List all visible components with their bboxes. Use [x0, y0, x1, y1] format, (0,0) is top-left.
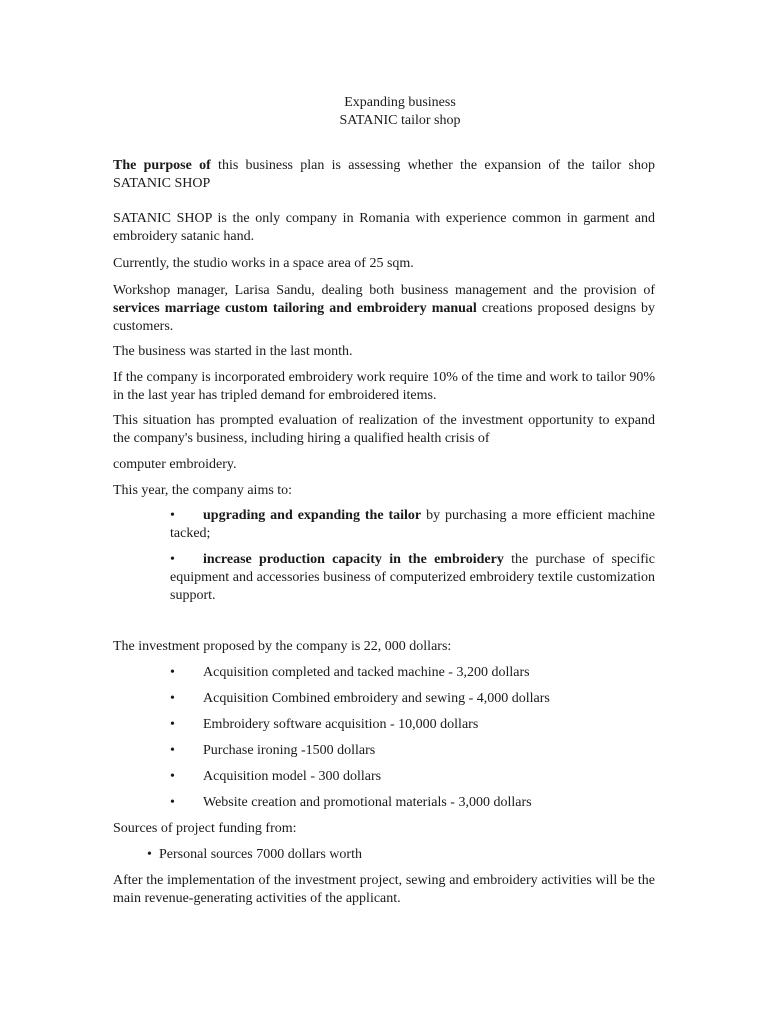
- aim-item-rest: the purchase of specific equipment and accessories business of computerized embroidery textile customization support.: [170, 552, 655, 603]
- purpose-text: this business plan is assessing whether the expansion of the tailor shop SATANIC SHOP: [113, 158, 655, 191]
- paragraph-investment-opportunity: This situation has prompted evaluation of realization of the investment opportunity to expand the company's business, including hiring a qualified health crisis of: [113, 413, 655, 446]
- document-title-line2: SATANIC tailor shop: [339, 113, 461, 128]
- paragraph-computer-embroidery: computer embroidery.: [113, 457, 237, 472]
- bullet-icon: •: [170, 769, 175, 784]
- investment-item-text: Purchase ironing -1500 dollars: [203, 743, 376, 758]
- bullet-icon: •: [170, 508, 175, 523]
- aim-item-text: [170, 507, 655, 543]
- paragraph-company-intro: SATANIC SHOP is the only company in Romania with experience common in garment and embroidery satanic hand.: [113, 211, 655, 244]
- paragraph-embroidery-demand: If the company is incorporated embroidery work require 10% of the time and work to tailor 90% in the last year has tripled demand for embroidered items.: [113, 370, 655, 403]
- manager-text-bold: services marriage custom tailoring and embroidery manual: [113, 301, 477, 316]
- funding-item-text: Personal sources 7000 dollars worth: [159, 847, 362, 862]
- aim-item: [170, 507, 655, 543]
- paragraph-studio-space: Currently, the studio works in a space area of 25 sqm.: [113, 256, 414, 271]
- paragraph-funding-intro: Sources of project funding from:: [113, 821, 297, 836]
- aim-item-bold: upgrading and expanding the tailor: [203, 508, 422, 523]
- bullet-icon: •: [170, 717, 175, 732]
- investment-item-text: Acquisition model - 300 dollars: [203, 769, 382, 784]
- investment-item-text: Acquisition completed and tacked machine - 3,200 dollars: [203, 665, 530, 680]
- bullet-icon: •: [170, 691, 175, 706]
- aim-item-text: [170, 551, 655, 605]
- paragraph-aims-intro: This year, the company aims to:: [113, 483, 293, 498]
- document-title-line1: Expanding business: [344, 95, 456, 110]
- investment-item-text: Acquisition Combined embroidery and sewing - 4,000 dollars: [203, 691, 550, 706]
- paragraph-workshop-manager: [113, 282, 655, 336]
- manager-text-pre: Workshop manager, Larisa Sandu, dealing both business management and the provision of: [113, 283, 655, 298]
- investment-item-text: Website creation and promotional materials - 3,000 dollars: [203, 795, 532, 810]
- aim-item-rest: by purchasing a more efficient machine tacked;: [170, 508, 656, 541]
- aim-item: [170, 551, 655, 605]
- paragraph-investment-intro: The investment proposed by the company is 22, 000 dollars:: [113, 639, 452, 654]
- aim-item-bold: increase production capacity in the embroidery: [203, 552, 504, 567]
- paragraph-closing: After the implementation of the investment project, sewing and embroidery activities will be the main revenue-generating activities of the applicant.: [113, 873, 655, 906]
- paragraph-business-start: The business was started in the last month.: [113, 344, 353, 359]
- bullet-icon: •: [147, 847, 152, 862]
- bullet-icon: •: [170, 743, 175, 758]
- manager-text-post: creations proposed designs by customers.: [113, 301, 655, 334]
- purpose-paragraph: [113, 157, 655, 193]
- bullet-icon: •: [170, 665, 175, 680]
- bullet-icon: •: [170, 552, 175, 567]
- purpose-bold: The purpose of: [113, 158, 211, 173]
- investment-item-text: Embroidery software acquisition - 10,000 dollars: [203, 717, 479, 732]
- bullet-icon: •: [170, 795, 175, 810]
